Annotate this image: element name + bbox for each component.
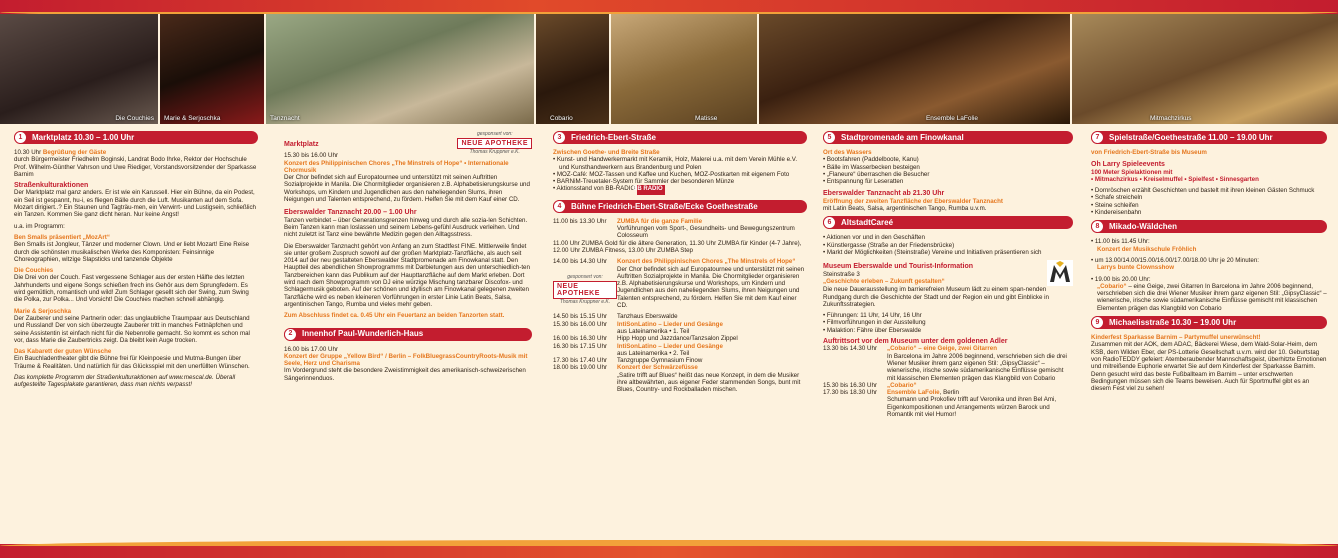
choir-heading: Konzert des Philippinischen Chores „The Minstrels of Hope“ • Internationale Chormusik bbox=[284, 159, 509, 174]
section-header bbox=[284, 328, 532, 341]
subheading: von Friedrich-Ebert-Straße bis Museum bbox=[1091, 149, 1207, 156]
schedule-row: 17.30 bis 18.30 Uhr Ensemble LaFolie, Berlin Schumann und Prokofiev trifft auf Veronika und ihren Bel Ami, Eigenkompositionen und Arrangements würzen Barock und Romantik mit viel Humor! bbox=[823, 389, 1057, 419]
photo-caption: Marie & Serjoschka bbox=[164, 114, 221, 122]
welcome-label: Begrüßung der Gäste bbox=[42, 149, 107, 156]
list-item: • Führungen: 11 Uhr, 14 Uhr, 16 Uhr bbox=[823, 312, 922, 320]
photo-couchies bbox=[0, 14, 160, 124]
section-title: Stadtpromenade am Finowkanal bbox=[841, 132, 964, 142]
mikado-time: • 19.00 bis 20.00 Uhr: bbox=[1091, 275, 1151, 283]
sk-text: Der Marktplatz mal ganz anders. Er ist wie ein Karussell. Hier ein Bühne, da ein Podest, ein Seil ist gespannt, hu-i, es fliegen Bälle durch die Luft. Musikanten auf dem Sofa. Mozart dirigiert..? Ein Staunen und Tagträu-men, ein Verwirrt- und Lustigsein, schließlich ein Tanzen. Kommen Sie ganz dicht heran. Nur keine Angst! bbox=[14, 189, 257, 219]
schedule-row: 13.30 bis 14.30 Uhr „Cobario“ – eine Geige, zwei Gitarren In Barcelona im Jahre 2006 beginnend, verschrieben sich die drei Wiener Musiker ihrem ganz eigenen Stil: „GipsyClassic“ – wienerische, irische sowie südamerikanische Einflüsse gemischt mit klassischen Elementen prägen das Klangbild von Cobario bbox=[823, 345, 1067, 382]
mikado-heading: Konzert der Musikschule Fröhlich bbox=[1097, 245, 1197, 253]
oh-larry-heading: Oh Larry Spieleevents bbox=[1091, 161, 1165, 169]
column-spielstrasse bbox=[1091, 131, 1327, 541]
section-number: 1 bbox=[14, 131, 27, 144]
list-item: • Kunst- und Handwerkermarkt mit Keramik, Holz, Malerei u.a. mit dem Verein Mühle e.V. und Kunsthandwerkern aus Brandenburg und Polen bbox=[553, 156, 798, 171]
photo-caption: Ensemble LaFolie bbox=[925, 114, 978, 122]
list-item: • Kindereisenbahn bbox=[1091, 209, 1142, 217]
act-text: Ein Bauchladentheater gibt die Bühne frei für Kleinpoesie und Mutma-Bungen über Träume & Realitäten. Und natürlich für das Glücksspiel mit den unerfüllten Wünschen. bbox=[14, 355, 250, 370]
section-number: 5 bbox=[823, 131, 836, 144]
list-item: • BARNiM-Treuetaler-System für Sammler der besonderen Münze bbox=[553, 178, 735, 186]
tanznacht-text-2: Die Eberswalder Tanznacht gehört von Anfang an zum Stadtfest FINE. Mittlerweile findet sie unter großem Zuspruch sowohl auf der großen Marktplatz-Tanzfläche, als auch seit 2014 auf der neu gestalteten Eberswalder Stadtpromenade am Finowkanal statt. Den Hauptteil des abendlichen Showprogramms mit Darbietungen aus den unterschiedlich-ten Tanzbereichen kann das Publikum auf der Haupttanzfläche auf dem Markt erleben. Dort wird nach dem Showprogramm von DJ eine würzige Mischung tanzbarer Discofox- und Schlagermusik geboten. Auf der schönen und idyllisch am Finowkanal gelegenen zweiten Tanzfläche wird es neben kleineren Vorführungen in erster Linie Latin Beats, Salsa, argentinischen Tango, Rumba und vieles mehr geben. bbox=[284, 242, 530, 308]
choir-text: Der Chor befindet sich auf Europatournee und unterstützt mit seinen Auftritten Sozialprojekte in Manila. Die Chormitglieder organisieren z.B. Alphabetisierungskurse und Workshops, um Kindern und Jugendlichen aus den naheliegenden Slums, ihren Neigungen und Talenten entsprechend, zu fördern. Helfen Sie mit dem Kauf einer CD. bbox=[284, 174, 530, 204]
act-text: Der Zauberer und seine Partnerin oder: das unglaubliche Traumpaar aus Deutschland und Russland! Der von sich überzeugte Zauberer tritt in manches Fettnäpfchen und seine Assistentin ist einfach nicht für die Nebenrolle gemacht. So kommt es schon mal vor, dass Marie die Zaubertricks zeigt. Da bleibt kein Auge trocken. bbox=[14, 314, 250, 344]
museum-heading: Museum Eberswalde und Tourist-Information bbox=[823, 263, 973, 271]
list-item: • Filmvorführungen in der Ausstellung bbox=[823, 319, 926, 327]
yellowbird-text: Im Vordergrund steht die besondere Zweistimmigkeit des amerikanisch-schweizerischen Sängerinnenduos. bbox=[284, 367, 526, 382]
museum-subheading: „Geschichte erleben – Zukunft gestalten“ bbox=[823, 277, 945, 285]
section-title: Mikado-Wäldchen bbox=[1109, 222, 1178, 232]
museum-text: Die neue Dauerausstellung im barrierefreien Museum lädt zu einem span-nenden Rundgang durch die Geschichte der Stadt und der Region ein und gibt Einblicke in Zukunftsstrategien. bbox=[823, 286, 1049, 308]
schedule-row: aus Lateinamerika • 1. Teil bbox=[617, 327, 690, 335]
column-friedrich-ebert bbox=[553, 131, 807, 541]
section-header bbox=[553, 131, 807, 144]
section-header bbox=[823, 216, 1073, 229]
oh-larry-subheading: 100 Meter Spielaktionen mit bbox=[1091, 168, 1173, 176]
subheading: Ort des Wassers bbox=[823, 149, 872, 156]
zumba-details: 11.00 Uhr ZUMBA Gold für die ältere Generation, 11.30 Uhr ZUMBA für Kinder (4-7 Jahre), 12.00 Uhr ZUMBA Fitness, 13.00 Uhr ZUMBA Step bbox=[553, 239, 802, 254]
section-title: Bühne Friedrich-Ebert-Straße/Ecke Goethestraße bbox=[571, 201, 758, 211]
list-item: • Bälle im Wasserbecken besteigen bbox=[823, 163, 920, 171]
list-item: • Aktionsstand von BB-RADIO BB RADIO bbox=[553, 185, 807, 194]
act-heading: Die Couchies bbox=[14, 267, 54, 275]
photo-caption: Tanznacht bbox=[270, 114, 300, 122]
top-decor-band bbox=[0, 0, 1338, 14]
list-item: • Entspannung für Leseratten bbox=[823, 178, 904, 186]
kinderfest-heading: Kinderfest Sparkasse Barnim – Partymuffel unerwünscht! bbox=[1091, 334, 1261, 342]
section-header bbox=[553, 200, 807, 213]
section-number: 9 bbox=[1091, 316, 1104, 329]
schedule-row: 17.30 bis 17.40 Uhr Tanzgruppe Gymnasium Finow bbox=[553, 357, 703, 365]
footer-note: Das komplette Programm der Straßenkulturaktionen auf www.mescal.de. Überall aufgestellte Tagesplakate garantieren, dass man nichts verpasst! bbox=[14, 374, 236, 389]
tanznacht-heading: Eberswalder Tanznacht 20.00 – 1.00 Uhr bbox=[284, 209, 417, 217]
schedule-row: 14.00 bis 14.30 Uhr gesponsert von: NEUE APOTHEKE Thomas Kruppner e.K. Konzert des Philippinischen Chores „The Minstrels of Hope“ Der Chor befindet sich auf Europatournee und unterstützt mit seinen Auftritten Sozialprojekte in Manila. Die Chormitglieder organisieren z.B. Alphabetisierungskurse und Workshops, um Kindern und Jugendlichen aus den naheliegenden Slums, ihren Neigungen und Talenten entsprechend, zu fördern. Helfen Sie mit dem Kauf einer CD. bbox=[553, 258, 805, 310]
photo-caption: Mitmachzirkus bbox=[1150, 114, 1192, 122]
tanznacht-closing: Zum Abschluss findet ca. 0.45 Uhr ein Feuertanz an beiden Tanzorten statt. bbox=[284, 312, 505, 320]
programme-label: u.a. im Programm: bbox=[14, 222, 65, 230]
performance-heading: Auftrittsort vor dem Museum unter dem goldenen Adler bbox=[823, 338, 1008, 346]
bb-radio-logo: BB RADIO bbox=[637, 185, 665, 194]
section-number: 2 bbox=[284, 328, 297, 341]
section-header bbox=[1091, 220, 1327, 233]
section-title: Spielstraße/Goethestraße 11.00 – 19.00 Uhr bbox=[1109, 132, 1273, 142]
photo-mitmachzirkus bbox=[1072, 14, 1338, 124]
list-item: • Markt der Möglichkeiten (Steinstraße) Vereine und Initiativen präsentieren sich bbox=[823, 248, 1042, 256]
act-heading: Marie & Serjoschka bbox=[14, 307, 72, 315]
neue-apotheke-logo: gesponsert von: NEUE APOTHEKE Thomas Kruppner e.K. bbox=[553, 274, 617, 307]
neue-apotheke-logo bbox=[457, 131, 532, 160]
column-marktplatz-2 bbox=[284, 131, 532, 541]
section-title: Innenhof Paul-Wunderlich-Haus bbox=[302, 329, 424, 339]
logo-subtitle: Thomas Kruppner e.K. bbox=[469, 149, 520, 156]
schedule-row: 16.00 bis 16.30 Uhr Hipp Hopp und Jazzdance/Tanzsalon Zippel bbox=[553, 335, 738, 343]
photo-cobario bbox=[536, 14, 611, 124]
section-number: 4 bbox=[553, 200, 566, 213]
section-header bbox=[823, 131, 1073, 144]
mikado-time: • 11.00 bis 11.45 Uhr: bbox=[1091, 238, 1150, 246]
photo-strip bbox=[0, 14, 1338, 124]
list-item: • Steine schleifen bbox=[1091, 201, 1139, 209]
section-title: Friedrich-Ebert-Straße bbox=[571, 132, 656, 142]
schedule-row: 11.00 bis 13.30 Uhr ZUMBA für die ganze Familie Vorführungen vom Sport-, Gesundheits- und Bewegungszentrum Colosseum bbox=[553, 217, 795, 240]
welcome-text: durch Bürgermeister Friedhelm Boginski, Landrat Bodo Ihrke, Rektor der Hochschule Prof. Wilhelm-Günther Vahrson und Uwe Riediger, Vorstandsvorsitzender der Sparkasse Barnim bbox=[14, 156, 257, 178]
section-header bbox=[1091, 131, 1327, 144]
list-item: • „Flaneure“ überraschen die Besucher bbox=[823, 170, 930, 178]
choir-time: 15.30 bis 16.00 Uhr bbox=[284, 152, 339, 160]
section-title: Marktplatz 10.30 – 1.00 Uhr bbox=[32, 132, 135, 142]
schedule-row: 15.30 bis 16.00 Uhr IntiSonLatino – Lieder und Gesänge bbox=[553, 320, 723, 328]
act-text: Die Drei von der Couch. Fast vergessene Schlager aus der ersten Hälfte des letzten Jahrhunderts und eigene Songs schießen frech ins Gehör aus dem Sprungfedern. Es wird gemütlich, romantisch und wild! Zum Schlager gesellt sich der Swing, zum Swing die Polka, zur Polka... Und Vorsicht! Die Couchies machen schnell abhängig. bbox=[14, 274, 249, 304]
sponsor-label: gesponsert von: bbox=[476, 131, 513, 137]
schedule-list bbox=[553, 313, 807, 393]
section-number: 6 bbox=[823, 216, 836, 229]
kinderfest-text: Zusammen mit der AOK, dem ADAC, Bäckerei Wiese, dem Wald-Solar-Heim, dem KSB, dem Wilden Eber, der PS-Lotterie Gesellschaft u.v.m. wird der 10. Geburtstag von RadioTEDDY gefeiert: Atemberaubender Mannschaftsgeist, überhitzte Emotionen und mitreißende Euphorie erwartet Sie auf dem Kinderfest der Sparkasse Barnim. Denn gesucht wird das beste Fußballteam im Barnim – unter erschwerten Bedingungen müssen sich die Teams beweisen. Auch für Sportmuffel gibt es an diesem Fest viel zu sehen! bbox=[1091, 341, 1327, 393]
tanznacht-subheading: Eröffnung der zweiten Tanzfläche der Eberswalder Tanznacht bbox=[823, 197, 1003, 205]
photo-caption: Matisse bbox=[695, 114, 718, 122]
section-header bbox=[1091, 316, 1327, 329]
list-item: • Dornröschen erzählt Geschichten und bastelt mit ihren kleinen Gästen Schmuck bbox=[1091, 187, 1315, 195]
tanznacht-heading: Eberswalder Tanznacht ab 21.30 Uhr bbox=[823, 190, 945, 198]
schedule-row: 16.30 bis 17.15 Uhr IntiSonLatino – Lieder und Gesänge bbox=[553, 342, 723, 350]
museum-m-logo-icon bbox=[1047, 260, 1073, 286]
photo-matisse bbox=[611, 14, 759, 124]
photo-caption: Die Couchies bbox=[115, 114, 154, 122]
yellowbird-time: 16.00 bis 17.00 Uhr bbox=[284, 345, 339, 353]
section-header bbox=[14, 131, 258, 144]
list-item: • Bootsfahren (Paddelboote, Kanu) bbox=[823, 156, 919, 164]
photo-lafolie bbox=[759, 14, 1072, 124]
mikado-time: • um 13.00/14.00/15.00/16.00/17.00/18.00 Uhr je 20 Minuten: bbox=[1091, 256, 1259, 264]
list-item: • MOZ-Café: MOZ-Tassen und Kaffee und Kuchen, MOZ-Postkarten mit eigenem Foto bbox=[553, 170, 790, 178]
marktplatz-heading: Marktplatz bbox=[284, 141, 319, 148]
schedule-row: 18.00 bis 19.00 Uhr Konzert der Schwärzefüsse bbox=[553, 364, 698, 372]
oh-larry-list: • Mitmachzirkus • Kreiselmuffel • Spielfest • Sinnesgarten bbox=[1091, 175, 1259, 183]
tanznacht-text: Tanzen verbindet – über Generationsgrenzen hinweg und durch alle sozia-len Schichten. Beim Tanzen kann man loslassen und seinem Lebens-gefühl Ausdruck verleihen. Und nicht zuletzt ist Tanz eine bewährte Medizin gegen den Alltagsstress. bbox=[284, 216, 528, 239]
museum-address: Steinstraße 3 bbox=[823, 270, 860, 278]
section-title: Michaelisstraße 10.30 – 19.00 Uhr bbox=[1109, 317, 1237, 327]
act-heading: Ben Smalls präsentiert „MozArt“ bbox=[14, 233, 110, 241]
logo-name: NEUE APOTHEKE bbox=[457, 138, 532, 149]
photo-marie-serjoschka bbox=[160, 14, 266, 124]
list-item: • Malaktion: Fähre über Eberswalde bbox=[823, 326, 922, 334]
column-marktplatz bbox=[14, 131, 258, 541]
list-item: • Künstlergasse (Straße an der Friedensbrücke) bbox=[823, 241, 955, 249]
act-heading: Das Kabarett der guten Wünsche bbox=[14, 348, 112, 356]
column-stadtpromenade bbox=[823, 131, 1073, 541]
list-item: • Aktionen vor und in den Geschäften bbox=[823, 234, 925, 242]
welcome-time: 10.30 Uhr bbox=[14, 149, 42, 156]
section-number: 3 bbox=[553, 131, 566, 144]
photo-tanznacht bbox=[266, 14, 536, 124]
act-text: Ben Smalls ist Jongleur, Tänzer und moderner Clown. Und er liebt Mozart! Eine Reise durch die schönsten musikalischen Werke des Komponisten: Feinsinnige Choreographien, witzige Slapsticks und tanzende Objekte bbox=[14, 241, 250, 263]
schedule-row: 14.50 bis 15.15 Uhr Tanzhaus Eberswalde bbox=[553, 313, 678, 321]
list-item: • Schafe streicheln bbox=[1091, 194, 1143, 202]
schedule-row: „Satire trifft auf Blues“ heißt das neue Konzept, in dem die Musiker ihre altbewährten, aus eigener Feder stammenden Songs, bunt mit Blues, Country- und Rockballaden mischen. bbox=[617, 371, 801, 394]
yellowbird-heading: Konzert der Gruppe „Yellow Bird“ / Berlin – FolkBluegrassCountryRoots-Musik mit Seele, Herz und Charisma bbox=[284, 352, 528, 368]
section-number: 8 bbox=[1091, 220, 1104, 233]
tanznacht-text: mit Latin Beats, Salsa, argentinischen Tango, Rumba u.v.m. bbox=[823, 205, 987, 213]
mikado-heading: Larrys bunte Clownsshow bbox=[1097, 264, 1175, 272]
bottom-decor-band bbox=[0, 544, 1338, 558]
section-number: 7 bbox=[1091, 131, 1104, 144]
mikado-text: „Cobario“ – eine Geige, zwei Gitarren In Barcelona im Jahre 2006 beginnend, verschrieben sich die drei Wiener Musiker ihrem ganz eigenen Stil: „GipsyClassic“ – wienerische, irische sowie südamerikanische Einflüsse gemischt mit klassischen Elementen prägen das Klangbild von Cobario bbox=[1097, 282, 1327, 312]
schedule-row: 15.30 bis 16.30 Uhr „Cobario“ bbox=[823, 381, 917, 389]
photo-caption: Cobario bbox=[550, 114, 573, 122]
schedule-row: aus Lateinamerika • 2. Teil bbox=[617, 349, 690, 357]
sk-heading: Straßenkulturaktionen bbox=[14, 182, 89, 190]
section-title: AltstadtCareé bbox=[841, 218, 894, 228]
subheading: Zwischen Goethe- und Breite Straße bbox=[553, 149, 660, 156]
